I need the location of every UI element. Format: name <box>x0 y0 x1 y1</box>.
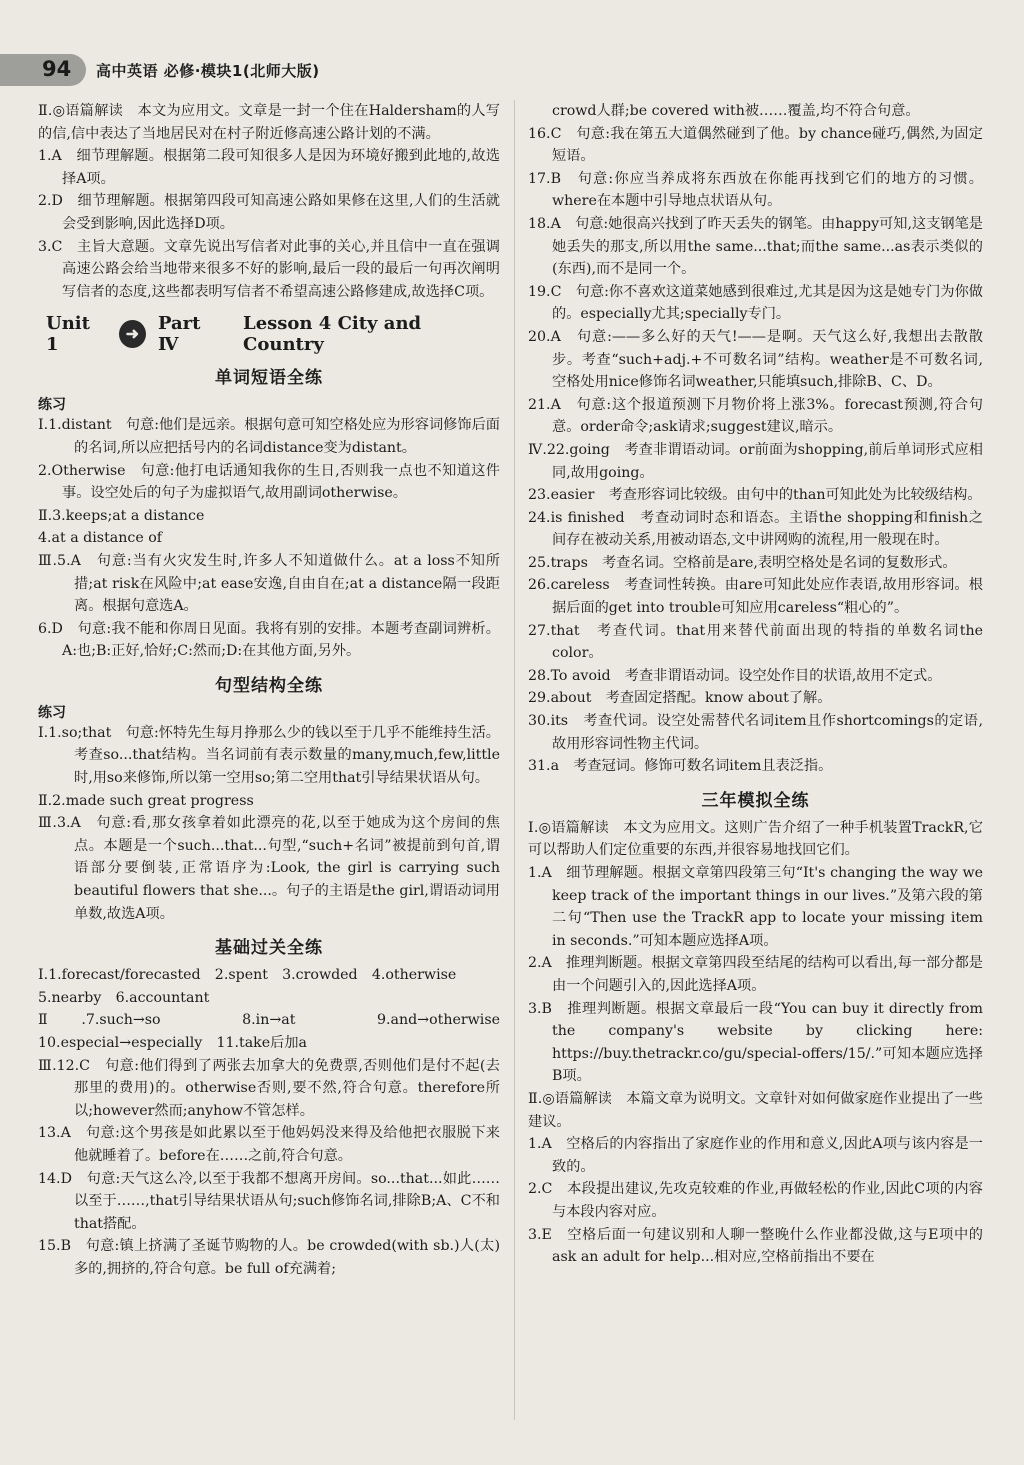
answer-item: 2.C 本段提出建议,先攻克较难的作业,再做轻松的作业,因此C项的内容与本段内容对应。 <box>528 1181 983 1220</box>
answer-item: 2.Otherwise 句意:他打电话通知我你的生日,否则我一点也不知道这件事。设空处后的句子为虚拟语气,故用副词otherwise。 <box>38 462 500 502</box>
answer-item: 1.A 细节理解题。根据第二段可知很多人是因为环境好搬到此地的,故选择A项。 <box>38 148 500 187</box>
answer-item: crowd人群;be covered with被……覆盖,均不符合句意。 <box>552 103 920 119</box>
part-label: Part Ⅳ <box>157 313 201 356</box>
answer-item: 14.D 句意:天气这么冷,以至于我都不想离开房间。so...that...如此……以至于……,that引导结果状语从句;such修饰名词,排除B;A、C不和that搭配。 <box>38 1170 500 1232</box>
right-column <box>528 100 983 1269</box>
answer-item: 23.easier 考查形容词比较级。由句中的than可知此处为比较级结构。 <box>528 487 982 504</box>
answer-item: Ⅰ.1.distant 句意:他们是远亲。根据句意可知空格处应为形容词修饰后面的名词,所以应把括号内的名词distance变为distant。 <box>38 417 500 456</box>
answer-item: 25.traps 考查名词。空格前是are,表明空格处是名词的复数形式。 <box>528 554 957 571</box>
lesson-title: Lesson 4 City and Country <box>243 313 422 356</box>
section-title: 句型结构全练 <box>215 675 323 696</box>
unit-label: Unit 1 <box>46 313 90 356</box>
answer-item: 2.D 细节理解题。根据第四段可知高速公路如果修在这里,人们的生活就会受到影响,因此选择D项。 <box>38 193 500 232</box>
answer-item: 16.C 句意:我在第五大道偶然碰到了他。by chance碰巧,偶然,为固定短语。 <box>528 125 983 165</box>
section-title: 基础过关全练 <box>215 938 323 959</box>
unit-heading <box>46 313 500 355</box>
reading-intro: Ⅰ.◎语篇解读 本文为应用文。这则广告介绍了一种手机装置TrackR,它可以帮助人们定位重要的东西,并很容易地找回它们。 <box>528 819 983 859</box>
page-header <box>0 54 520 86</box>
reading-intro: Ⅱ.◎语篇解读 本文为应用文。文章是一封一个住在Haldersham的人写的信,信中表达了当地居民对在村子附近修高速公路计划的不满。 <box>38 103 500 142</box>
answer-item: 18.A 句意:她很高兴找到了昨天丢失的钢笔。由happy可知,这支钢笔是她丢失的那支,所以用the same...that;而the same...as表示类似的(东西),而不是同一个。 <box>528 215 983 278</box>
answer-item: 28.To avoid 考查非谓语动词。设空处作目的状语,故用不定式。 <box>528 667 942 684</box>
answer-item: 15.B 句意:镇上挤满了圣诞节购物的人。be crowded(with sb.)人(太)多的,拥挤的,符合句意。be full of充满着; <box>38 1238 500 1277</box>
answer-item: 5.nearby 6.accountant <box>38 989 210 1006</box>
answer-item: Ⅲ.12.C 句意:他们得到了两张去加拿大的免费票,否则他们是付不起(去那里的费用)的。otherwise否则,要不然,符合句意。therefore所以;however然而;anyhow不管怎样。 <box>38 1057 500 1119</box>
answer-item: Ⅲ.5.A 句意:当有火灾发生时,许多人不知道做什么。at a loss不知所措;at risk在风险中;at ease安逸,自由自在;at a distance隔一段距离。根据句意选A。 <box>38 552 500 615</box>
answer-item: 1.A 空格后的内容指出了家庭作业的作用和意义,因此A项与该内容是一致的。 <box>528 1136 983 1175</box>
book-title: 高中英语 必修·模块1(北师大版) <box>96 62 320 80</box>
answer-item: 3.E 空格后面一句建议别和人聊一整晚什么作业都没做,这与E项中的ask an adult for help...相对应,空格前指出不要在 <box>528 1226 983 1266</box>
answer-item: 4.at a distance of <box>38 530 163 547</box>
page-number: 94 <box>42 57 72 81</box>
practice-label: 练习 <box>38 704 66 721</box>
answer-item: 24.is finished 考查动词时态和语态。主语the shopping和finish之间存在被动关系,用被动语态,文中讲网购的流程,用一般现在时。 <box>528 509 983 549</box>
answer-item: 29.about 考查固定搭配。know about了解。 <box>528 690 832 707</box>
answer-item: 27.that 考查代词。that用来替代前面出现的特指的单数名词the color。 <box>528 622 983 662</box>
answer-item: 30.its 考查代词。设空处需替代名词item且作shortcomings的定语,故用形容词性物主代词。 <box>528 713 983 752</box>
answer-item: Ⅰ.1.forecast/forecasted 2.spent 3.crowded 4.otherwise <box>38 967 457 984</box>
answer-item: 26.careless 考查词性转换。由are可知此处应作表语,故用形容词。根据后面的get into trouble可知应用careless“粗心的”。 <box>528 577 983 617</box>
answer-item: 19.C 句意:你不喜欢这道菜她感到很难过,尤其是因为这是她专门为你做的。especially尤其;specially专门。 <box>528 283 983 323</box>
answer-item: Ⅱ.2.made such great progress <box>38 792 254 809</box>
answer-item: 17.B 句意:你应当养成将东西放在你能再找到它们的地方的习惯。where在本题中引导地点状语从句。 <box>528 170 983 210</box>
answer-item: 2.A 推理判断题。根据文章第四段至结尾的结构可以看出,每一部分都是由一个问题引入的,因此选择A项。 <box>528 955 983 994</box>
arrow-right-icon: ➜ <box>119 320 146 348</box>
answer-item: Ⅱ.7.such→so 8.in→at 9.and→otherwise 10.especial→especially 11.take后加a <box>38 1012 515 1051</box>
answer-item: Ⅰ.1.so;that 句意:怀特先生每月挣那么少的钱以至于几乎不能维持生活。考查so...that结构。当名词前有表示数量的many,much,few,little时,用so来修饰,所以第一空用so;第二空用that引导结果状语从句。 <box>38 724 500 787</box>
practice-label: 练习 <box>38 397 66 414</box>
answer-item: 3.C 主旨大意题。文章先说出写信者对此事的关心,并且信中一直在强调高速公路会给当地带来很多不好的影响,最后一段的最后一句再次阐明写信者的态度,这些都表明写信者不希望高速公路修建成,故选择C项。 <box>38 238 500 300</box>
answer-item: 1.A 细节理解题。根据文章第四段第三句“It's changing the way we keep track of the important things in our lives.”及第六段的第二句“Then use the TrackR app to locate your missing item in seconds.”可知本题应选择A项。 <box>528 865 983 949</box>
section-title: 单词短语全练 <box>215 368 323 389</box>
reading-intro: Ⅱ.◎语篇解读 本篇文章为说明文。文章针对如何做家庭作业提出了一些建议。 <box>528 1090 983 1130</box>
answer-item: 20.A 句意:——多么好的天气!——是啊。天气这么好,我想出去散散步。考查“such+adj.+不可数名词”结构。weather是不可数名词,空格处用nice修饰名词weather,只能填such,排除B、C、D。 <box>528 328 983 391</box>
answer-item: 13.A 句意:这个男孩是如此累以至于他妈妈没来得及给他把衣服脱下来他就睡着了。before在……之前,符合句意。 <box>38 1125 500 1164</box>
section-title: 三年模拟全练 <box>701 790 810 811</box>
answer-item: Ⅱ.3.keeps;at a distance <box>38 507 205 524</box>
answer-item: 3.B 推理判断题。根据文章最后一段“You can buy it directly from the company's website by clicking here: https://buy.thetrackr.co/gu/special-offers/15/.”可知本题应选择B项。 <box>528 1000 983 1085</box>
column-divider <box>514 100 515 1420</box>
answer-item: 31.a 考查冠词。修饰可数名词item且表泛指。 <box>528 758 833 775</box>
answer-item: Ⅲ.3.A 句意:看,那女孩拿着如此漂亮的花,以至于她成为这个房间的焦点。本题是一个such...that...句型,“such+名词”被提前到句首,谓语部分要倒装,正常语序为:Look, the girl is carrying such beautiful flowers that she...。句子的主语是the girl,谓语动词用单数,故选A项。 <box>38 815 500 922</box>
answer-item: Ⅳ.22.going 考查非谓语动词。or前面为shopping,前后单词形式应相同,故用going。 <box>528 441 983 481</box>
left-column <box>38 100 515 1281</box>
answer-item: 6.D 句意:我不能和你周日见面。我将有别的安排。本题考查副词辨析。A:也;B:正好,恰好;C:然而;D:在其他方面,另外。 <box>38 620 500 660</box>
answer-item: 21.A 句意:这个报道预测下月物价将上涨3%。forecast预测,符合句意。order命令;ask请求;suggest建议,暗示。 <box>528 396 983 436</box>
